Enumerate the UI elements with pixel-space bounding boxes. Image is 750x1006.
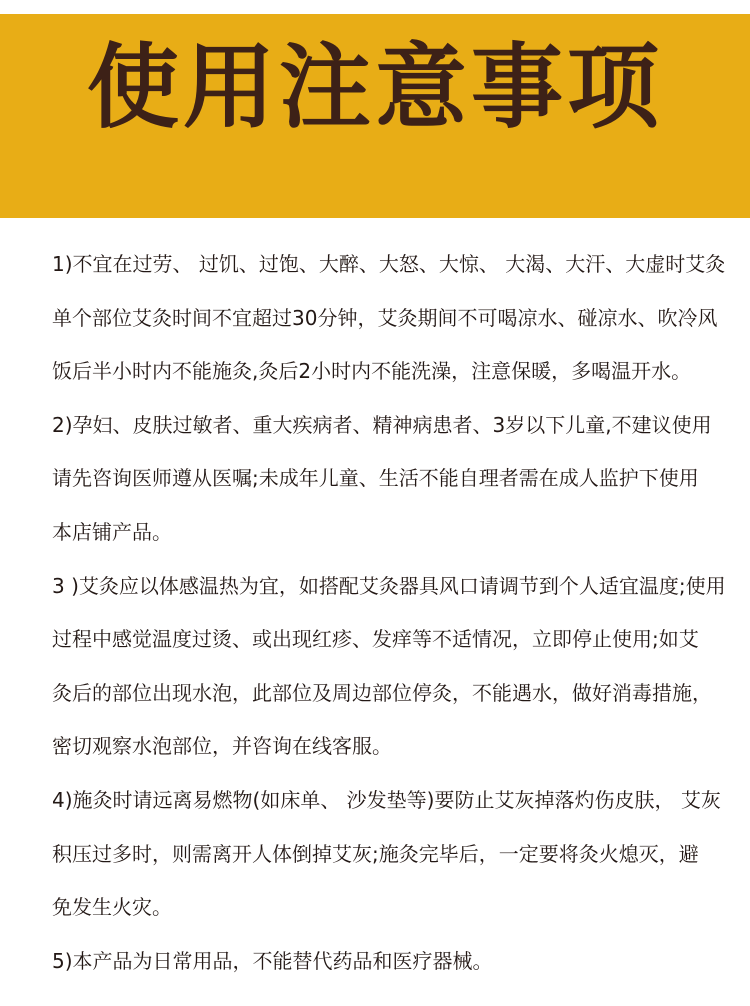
text-line: 饭后半小时内不能施灸,灸后2小时内不能洗澡，注意保暖，多喝温开水。 <box>52 359 692 384</box>
title-banner <box>0 14 750 218</box>
text-line: 1)不宜在过劳、 过饥、过饱、大醉、大怒、大惊、 大渴、大汗、大虚时艾灸 <box>52 252 726 276</box>
text-line: 5)本产品为日常用品，不能替代药品和医疗器械。 <box>52 948 493 973</box>
text-line: 2)孕妇、皮肤过敏者、重大疾病者、精神病患者、3岁以下儿童,不建议使用 <box>52 412 712 437</box>
text-line: 单个部位艾灸时间不宜超过30分钟，艾灸期间不可喝凉水、碰凉水、吹冷风 <box>52 305 718 330</box>
text-line: 积压过多时，则需离开人体倒掉艾灰;施灸完毕后，一定要将灸火熄灭，避 <box>52 841 699 866</box>
precautions-text <box>52 246 750 996</box>
text-line: 过程中感觉温度过烫、或出现红疹、发痒等不适情况，立即停止使用;如艾 <box>52 627 699 652</box>
text-line: 4)施灸时请远离易燃物(如床单、 沙发垫等)要防止艾灰掉落灼伤皮肤， 艾灰 <box>52 787 721 812</box>
text-line: 密切观察水泡部位，并咨询在线客服。 <box>52 734 392 759</box>
text-line: 灸后的部位出现水泡，此部位及周边部位停灸，不能遇水，做好消毒措施， <box>52 680 712 705</box>
text-line: 3 )艾灸应以体感温热为宜，如搭配艾灸器具风口请调节到个人适宜温度;使用 <box>52 573 726 598</box>
text-line: 本店铺产品。 <box>52 519 172 544</box>
page-title: 使用注意事项 <box>86 33 663 142</box>
text-line: 免发生火灾。 <box>52 895 172 920</box>
top-white-strip <box>0 0 750 14</box>
text-line: 请先咨询医师遵从医嘱;未成年儿童、生活不能自理者需在成人监护下使用 <box>52 466 699 491</box>
